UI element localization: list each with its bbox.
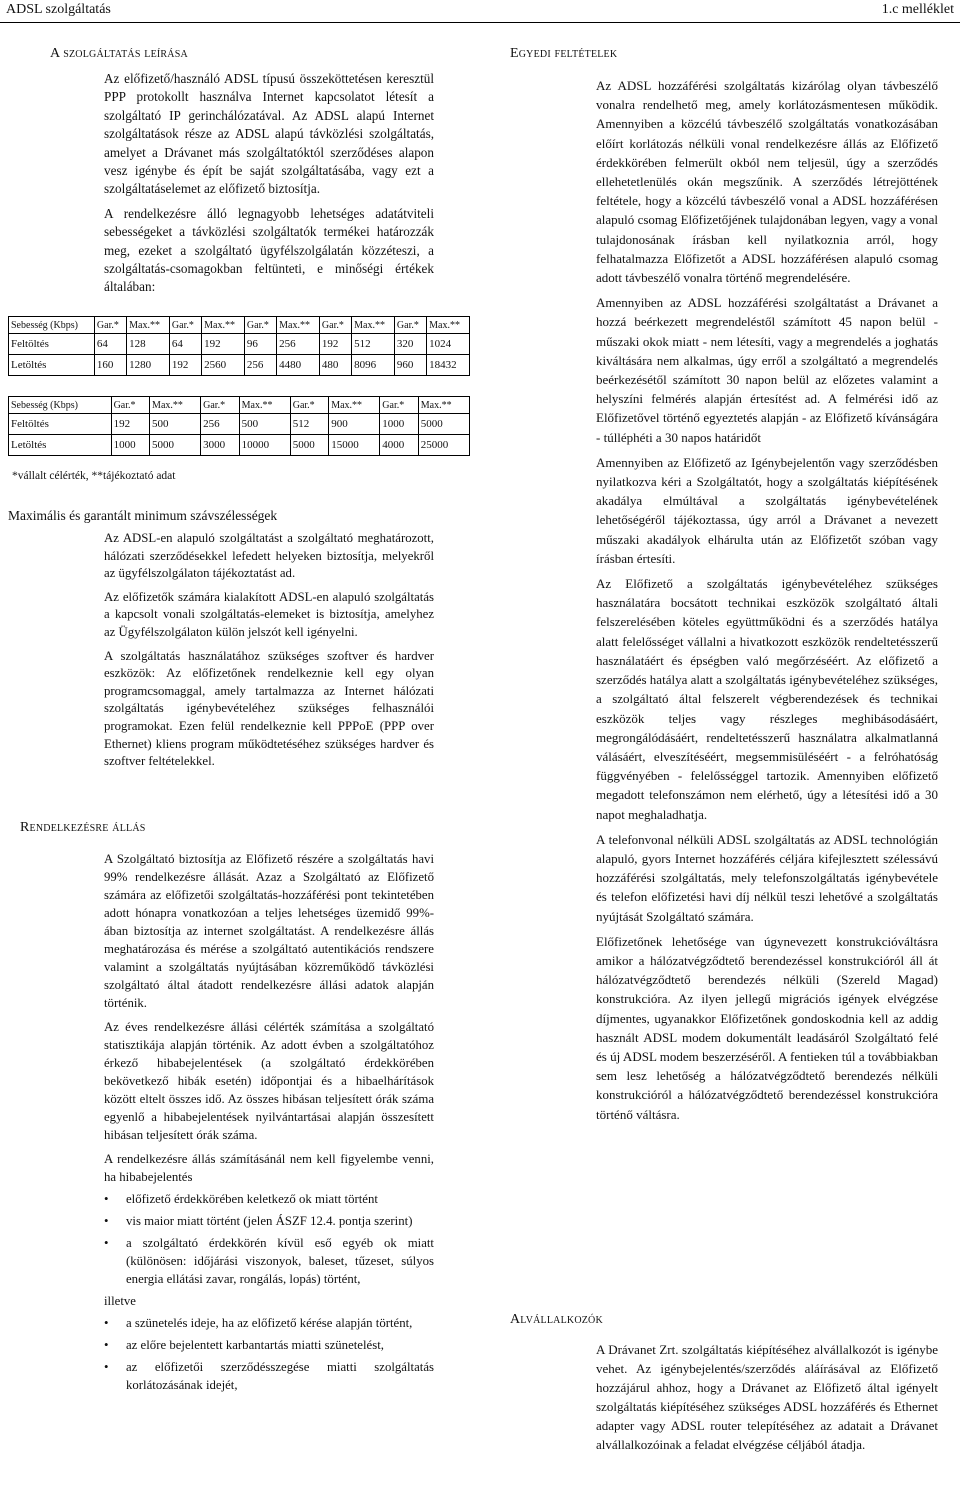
list-item: • vis maior miatt történt (jelen ÁSZF 12.4. pontja szerint) xyxy=(104,1212,434,1230)
table-cell: 25000 xyxy=(418,435,469,456)
table-cell: 1024 xyxy=(427,334,470,355)
table-cell: Gar.* xyxy=(94,317,126,334)
table-cell: Sebesség (Kbps) xyxy=(9,317,95,334)
description-text xyxy=(104,70,434,303)
table-cell: 15000 xyxy=(329,435,380,456)
availability-text xyxy=(104,850,434,1398)
table-cell: 1280 xyxy=(127,355,170,376)
table-cell: 5000 xyxy=(290,435,328,456)
table-cell: Feltöltés xyxy=(9,414,112,435)
section-title-description: A szolgáltatás leírása xyxy=(50,46,188,61)
availability-paragraph-1: A Szolgáltató biztosítja az Előfizető részére a szolgáltatás havi 99% rendelkezésre állását. Azaz a Szolgáltató az Előfizető számára az előfizetői szolgáltatás-hozzáférési pont tekintetében adott hónapra vonatkozóan a teljes lehetséges üzemidő 99%-ában biztosítja az internet szolgáltatást. A rendelkezésre állás meghatározása és mérése a szolgáltató autentikációs rendszere valamint a szolgáltatás nyújtásában közreműködő távközlési szolgáltató által átadott rendelkezésre állási adatok alapján történik. xyxy=(104,852,434,1010)
table-cell: 480 xyxy=(319,355,351,376)
table-cell: Max.** xyxy=(277,317,320,334)
table-cell: Gar.* xyxy=(319,317,351,334)
table-cell: Letöltés xyxy=(9,355,95,376)
table-row xyxy=(9,435,470,456)
table-cell: 512 xyxy=(290,414,328,435)
table-row xyxy=(9,414,470,435)
table-cell: 2560 xyxy=(202,355,245,376)
table-cell: 10000 xyxy=(239,435,290,456)
header-annex: 1.c melléklet xyxy=(881,2,954,17)
table-cell: Gar.* xyxy=(290,397,328,414)
table-cell: Max.** xyxy=(150,397,201,414)
section-title-conditions: Egyedi feltételek xyxy=(510,46,618,61)
subcontractors-paragraph: A Drávanet Zrt. szolgáltatás kiépítéséhez alvállalkozót is igénybe vehet. Az igénybejelentés/szerződés aláírásával az Előfizető hozzájárul ahhoz, hogy a Drávanet az Előfizető által igényelt szolgáltatás kiépítéséhez szükséges ADSL hozzáférés és Ethernet adapter vagy ADSL router telepítéséhez az adatait a Drávanet alvállalkozóinak a feladat elvégzése céljából átadja. xyxy=(596,1342,938,1452)
table-cell: Sebesség (Kbps) xyxy=(9,397,112,414)
header-title: ADSL szolgáltatás xyxy=(6,2,111,17)
section-title-availability: Rendelkezésre állás xyxy=(20,820,146,835)
exclusion-list xyxy=(104,1190,434,1288)
table-cell: Max.** xyxy=(239,397,290,414)
table-cell: 512 xyxy=(352,334,395,355)
table-cell: Max.** xyxy=(418,397,469,414)
conditions-paragraph-2: Amennyiben az ADSL hozzáférési szolgáltatást a Drávanet a hozzá beérkezett megrendeléstől számított 45 napon belül - műszaki okok miatt - nem létesíti, vagy a megrendelés a joghatás kiváltására nem alkalmas, úgy erről a szolgáltató a megrendelés beérkezésétől számított 30 napon belül az előzetes valamint a helyszíni felmérés alapján értesítést ad. A felmérési idő az Előfizetővel történő egyeztetés alapján - az Előfizető kívánságára - túlléphéti a 30 napos határidőt xyxy=(596,295,938,445)
table-cell: 900 xyxy=(329,414,380,435)
table-cell: 500 xyxy=(239,414,290,435)
table-cell: 192 xyxy=(202,334,245,355)
table-cell: 1000 xyxy=(380,414,418,435)
bandwidth-paragraph-2: Az előfizetők számára kialakított ADSL-en alapuló szolgáltatás a kapcsolt vonali szolgáltatás-elemeket is biztosítja, amelyhez az Ügyfélszolgálaton külön jelszót kell igényelni. xyxy=(104,589,434,639)
speed-table-2 xyxy=(8,396,470,456)
conditions-paragraph-1: Az ADSL hozzáférési szolgáltatás kizárólag olyan távbeszélő vonalra rendelhető meg, amely korlátozásmentesen működik. Amennyiben a közcélú távbeszélő szolgáltatás vonatkozásában előírt korlátozás nélküli vonal rendelkezésre állás az Előfizető érdekkörében felmerült okból nem teljesül, úgy a szerződés ellehetetlenülés okán megszűnik. A szerződés létrejöttének feltétele, hogy a közcélú távbeszélő vonal a ADSL hozzáférésen alapuló csomag Előfizetőjének tulajdonában legyen, vagy a vonal tulajdonosának írásban kell nyilatkoznia arról, hogy felhatalmazza Előfizetőt a ADSL hozzáférésen alapuló csomag adott távbeszélő vonalra történő megrendelésére. xyxy=(596,78,938,286)
conditions-text xyxy=(596,76,938,1130)
availability-paragraph-3: A rendelkezésre állás számításánál nem kell figyelembe venni, ha hibabejelentés xyxy=(104,1152,434,1184)
table-cell: 4480 xyxy=(277,355,320,376)
table-cell: 500 xyxy=(150,414,201,435)
list-item: • előfizető érdekkörében keletkező ok miatt történt xyxy=(104,1190,434,1208)
table-cell: 3000 xyxy=(201,435,239,456)
table-footnote: *vállalt célérték, **tájékoztató adat xyxy=(12,470,176,482)
table-cell: 4000 xyxy=(380,435,418,456)
table-cell: Gar.* xyxy=(380,397,418,414)
list-item: • az előfizetői szerződésszegése miatti szolgáltatás korlátozásának idejét, xyxy=(104,1358,434,1394)
conditions-paragraph-5: A telefonvonal nélküli ADSL szolgáltatás az ADSL technológián alapuló, gyors Internet hozzáférés céljára kifejlesztett szélessávú hozzáférési szolgáltatás, mely telefonszolgáltatás igénybevétele és telefon előfizetési havi díj nélkül teszi lehetővé a szolgáltatás nyújtását Szolgáltató számára. xyxy=(596,831,938,924)
table-cell: Gar.* xyxy=(394,317,426,334)
table-cell: 128 xyxy=(127,334,170,355)
table-cell: 8096 xyxy=(352,355,395,376)
bandwidth-paragraph-1: Az ADSL-en alapuló szolgáltatást a szolgáltató meghatározott, hálózati szerződésekkel lefedett helyeken biztosítja, melyekről az ügyfélszolgálaton tájékoztatást ad. xyxy=(104,531,434,581)
table-cell: Gar.* xyxy=(111,397,149,414)
table-cell: Feltöltés xyxy=(9,334,95,355)
table-cell: Gar.* xyxy=(201,397,239,414)
bandwidth-heading: Maximális és garantált minimum szávszélességek xyxy=(8,508,278,523)
table-cell: Max.** xyxy=(329,397,380,414)
table-cell: 5000 xyxy=(418,414,469,435)
conditions-paragraph-6: Előfizetőnek lehetősége van úgynevezett konstrukcióváltásra amikor a hálózatvégződtető berendezéssel konstrukcióról áll át hálózatvégződtető berendezés nélküli (Szereld Magad) konstrukcióra. Az ilyen jellegű migrációs igények elvégzése díjmentes, ugyanakkor Előfizetőnek gondoskodnia kell az addig használt ADSL modem dokumentált leadásáról Szolgáltató felé és új ADSL modem beszerzéséről. A fentieken túl a továbbiakban sem lesz lehetőség a hálózatvégződtető berendezés nélküli konstrukcióról a hálózatvégződtető berendezéssel konstrukcióra történő váltásra. xyxy=(596,933,938,1122)
page-header xyxy=(0,0,960,23)
table-cell: 320 xyxy=(394,334,426,355)
illetve-text: illetve xyxy=(104,1294,136,1308)
table-row xyxy=(9,334,470,355)
table-cell: 96 xyxy=(244,334,276,355)
list-item: • a szolgáltató érdekkörén kívül eső egyéb ok miatt (különösen: időjárási viszonyok, baleset, tűzeset, súlyos energia ellátási zavar, rongálás, lopás) történt, xyxy=(104,1234,434,1288)
table-cell: 192 xyxy=(319,334,351,355)
table-cell: 5000 xyxy=(150,435,201,456)
exclusion-list-2 xyxy=(104,1314,434,1394)
description-paragraph-1: Az előfizető/használó ADSL típusú összeköttetésen keresztül PPP protokollt használva Internet kapcsolatot létesít a szolgáltató IP gerinchálózatával. Az ADSL alapú Internet szolgáltatások része az ADSL alapú távközlési szolgáltatás, amelyet a Drávanet más szolgáltatóktól szerződéses alapon vesz igénybe és épít be saját szolgáltatásába, vagy ezt a szolgáltatáselemet az előfizető biztosítja. xyxy=(104,71,434,197)
table-header-row xyxy=(9,317,470,334)
bandwidth-text xyxy=(104,530,434,777)
table-cell: 192 xyxy=(111,414,149,435)
table-cell: Max.** xyxy=(202,317,245,334)
table-cell: Gar.* xyxy=(244,317,276,334)
table-row xyxy=(9,355,470,376)
table-cell: 1000 xyxy=(111,435,149,456)
speed-table-1 xyxy=(8,316,470,376)
table-header-row xyxy=(9,397,470,414)
table-cell: 64 xyxy=(169,334,201,355)
table-cell: Letöltés xyxy=(9,435,112,456)
table-cell: 960 xyxy=(394,355,426,376)
table-cell: Max.** xyxy=(427,317,470,334)
table-cell: 160 xyxy=(94,355,126,376)
list-item: • a szünetelés ideje, ha az előfizető kérése alapján történt, xyxy=(104,1314,434,1332)
conditions-paragraph-4: Az Előfizető a szolgáltatás igénybevételéhez szükséges használatára bocsátott technikai eszközök szolgáltató általi felszerelésében köteles együttműködni és a szerződés hatálya alatt felelősséget vállalni a hivatkozott eszközök rendeltetésszerű használatáért és épségben való megőrzéséért. Az előfizető a szerződés hatálya alatt a szolgáltatás igénybevételéhez szükséges, a szolgáltató által felszerelt végberendezések és technikai eszközök teljes vagy részleges meghibásodásáért, megrongálódásáért, rendeltetésszerű használatra alkalmatlanná válásáért, elveszítéséért, megsemmisüléséért - a felróhatóság függvényében - felelősséggel tartozik. Amennyiben előfizető megadott telefonszámon nem elérhető, úgy a létesítési idő a 30 napot meghaladhatja. xyxy=(596,576,938,822)
table-cell: Max.** xyxy=(127,317,170,334)
availability-paragraph-2: Az éves rendelkezésre állási célérték számítása a szolgáltató statisztikája alapján történik. Az adott évben a szolgáltatóhoz érkező hibabejelentések (a szolgáltató érdekkörében bekövetkező hibák esetén) időpontjai és a hibaelhárítások között eltelt összes idő. Az összes hibásan teljesített órák száma egyenlő a hibabejelentések nyilvántartásai alapján összesített hibásan teljesített órák száma. xyxy=(104,1020,434,1142)
bandwidth-paragraph-3: A szolgáltatás használatához szükséges szoftver és hardver eszközök: Az előfizetőnek rendelkeznie kell egy olyan programcsomaggal, amely tartalmazza az Internet hálózati szolgáltatás igénybevételéhez szükséges felhasználói programokat. Ezen felül rendelkeznie kell PPPoE (PPP over Ethernet) kliens program működtetéséhez szükséges hardver és szoftver feltételekkel. xyxy=(104,648,434,769)
subcontractors-text xyxy=(596,1340,938,1460)
table-cell: 64 xyxy=(94,334,126,355)
table-cell: Max.** xyxy=(352,317,395,334)
list-item: • az előre bejelentett karbantartás miatti szünetelést, xyxy=(104,1336,434,1354)
section-title-subcontractors: Alvállalkozók xyxy=(510,1312,603,1327)
conditions-paragraph-3: Amennyiben az Előfizető az Igénybejelentőn vagy szerződésben nyilatkozva kéri a Szolgáltatót, hogy a szolgáltatás kiépítésének akadálya elmúltával a szolgáltatás igénybevételének lehetőségéről tájékoztassa, úgy arról a Drávanet a nevezett műszaki akadályok elhárulta után az Előfizetőt szóban vagy írásban értesíti. xyxy=(596,454,938,566)
table-cell: 256 xyxy=(201,414,239,435)
table-cell: Gar.* xyxy=(169,317,201,334)
description-paragraph-2: A rendelkezésre álló legnagyobb lehetséges adatátviteli sebességeket a távközlési szolgáltatók termékei határozzák meg, ezeket a szolgáltató ügyfélszolgálatán közzéteszi, a szolgáltatás-csomagokban feltünteti, e minőségi értékek általában: xyxy=(104,205,434,295)
table-cell: 256 xyxy=(244,355,276,376)
table-cell: 18432 xyxy=(427,355,470,376)
table-cell: 192 xyxy=(169,355,201,376)
table-cell: 256 xyxy=(277,334,320,355)
